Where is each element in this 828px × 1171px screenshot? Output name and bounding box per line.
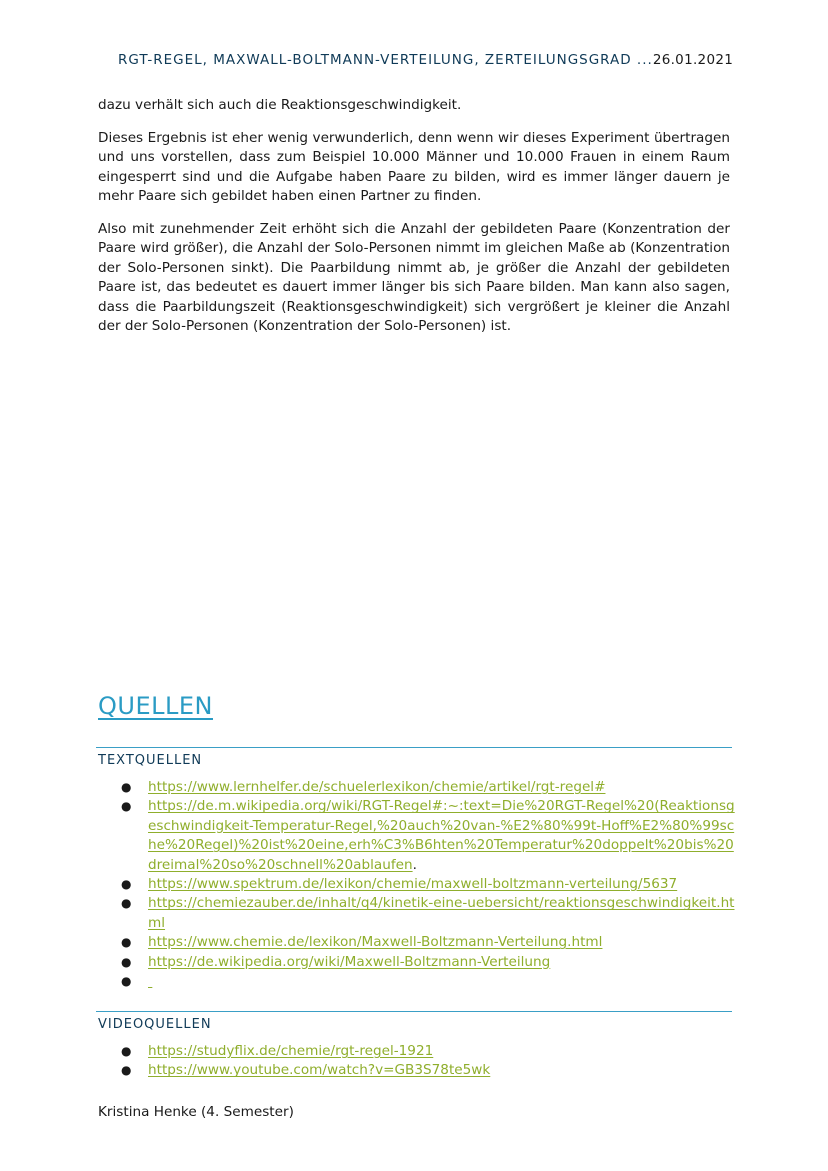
page-header: [118, 49, 734, 71]
bullet-icon: ●: [121, 1063, 132, 1078]
video-sources-label: VIDEOQUELLEN: [98, 1017, 212, 1032]
source-link[interactable]: https://chemiezauber.de/inhalt/q4/kinetik-eine-uebersicht/reaktionsgeschwindigkeit.html: [148, 895, 735, 931]
bullet-icon: ●: [121, 1044, 132, 1058]
source-link[interactable]: https://de.m.wikipedia.org/wiki/RGT-Regel#:~:text=Die%20RGT-Regel%20(Reaktionsgeschwindigkeit-Temperatur-Regel,%20auch%20van-%E2%80%99t-Hoff%E2%80%99sche%20Regel)%20ist%20eine,erh%C3%B6hten%20Temperatur%20doppelt%20bis%20dreimal%20so%20schnell%20ablaufen: [148, 798, 735, 873]
video-sources-list: [98, 1042, 738, 1081]
list-item: [98, 894, 738, 933]
sources-heading[interactable]: QUELLEN: [98, 692, 213, 720]
document-title: RGT-REGEL, MAXWALL-BOLTMANN-VERTEILUNG, ZERTEILUNGSGRAD ...: [118, 52, 653, 68]
bullet-icon: ●: [121, 935, 132, 950]
bullet-icon: ●: [121, 877, 132, 892]
list-item-empty: [98, 972, 738, 991]
paragraph-3: Also mit zunehmender Zeit erhöht sich die Anzahl der gebildeten Paare (Konzentration der Paare wird größer), die Anzahl der Solo-Personen nimmt im gleichen Maße ab (Konzentration der Solo-Personen sinkt). Die Paarbildung nimmt ab, je größer die Anzahl der gebildeten Paare ist, das bedeutet es dauert immer länger bis sich Paare bilden. Man kann also sagen, dass die Paarbildungszeit (Reaktionsgeschwindigkeit) sich vergrößert je kleiner die Anzahl der der Solo-Personen (Konzentration der Solo-Personen) ist.: [98, 220, 730, 334]
document-date: 26.01.2021: [652, 52, 734, 68]
source-link[interactable]: https://www.lernhelfer.de/schuelerlexikon/chemie/artikel/rgt-regel#: [148, 779, 606, 795]
source-link[interactable]: https://www.spektrum.de/lexikon/chemie/maxwell-boltzmann-verteilung/5637: [148, 876, 678, 893]
list-item: [98, 953, 738, 972]
source-link[interactable]: https://studyflix.de/chemie/rgt-regel-1921: [148, 1043, 434, 1059]
source-link[interactable]: https://de.wikipedia.org/wiki/Maxwell-Boltzmann-Verteilung: [148, 953, 551, 970]
text-sources-label: TEXTQUELLEN: [98, 753, 203, 768]
list-item: [98, 933, 738, 952]
bullet-icon: ●: [121, 799, 132, 814]
video-sources-divider: [96, 1011, 732, 1012]
bullet-icon: ●: [121, 954, 132, 969]
body-text: [98, 96, 730, 350]
text-sources-divider: [96, 747, 732, 748]
list-item: [98, 875, 738, 894]
source-link: [148, 973, 152, 989]
list-item: [98, 778, 738, 797]
source-link[interactable]: https://www.chemie.de/lexikon/Maxwell-Boltzmann-Verteilung.html: [148, 934, 603, 951]
page-footer-author: Kristina Henke (4. Semester): [98, 1104, 294, 1120]
bullet-icon: ●: [121, 974, 132, 989]
list-item: [98, 797, 738, 875]
paragraph-2: Dieses Ergebnis ist eher wenig verwunderlich, denn wenn wir dieses Experiment übertragen und uns vorstellen, dass zum Beispiel 10.000 Männer und 10.000 Frauen in einem Raum eingesperrt sind und die Aufgabe haben Paare zu bilden, wird es immer länger dauern je mehr Paare sich gebildet haben einen Partner zu finden.: [98, 129, 730, 204]
list-item: [98, 1061, 738, 1080]
list-item: [98, 1042, 738, 1061]
bullet-icon: ●: [121, 780, 132, 794]
link-trailing-period: .: [412, 856, 417, 873]
source-link[interactable]: https://www.youtube.com/watch?v=GB3S78te5wk: [148, 1062, 491, 1079]
paragraph-1: dazu verhält sich auch die Reaktionsgeschwindigkeit.: [98, 97, 462, 113]
bullet-icon: ●: [121, 896, 132, 911]
text-sources-list: [98, 778, 738, 991]
